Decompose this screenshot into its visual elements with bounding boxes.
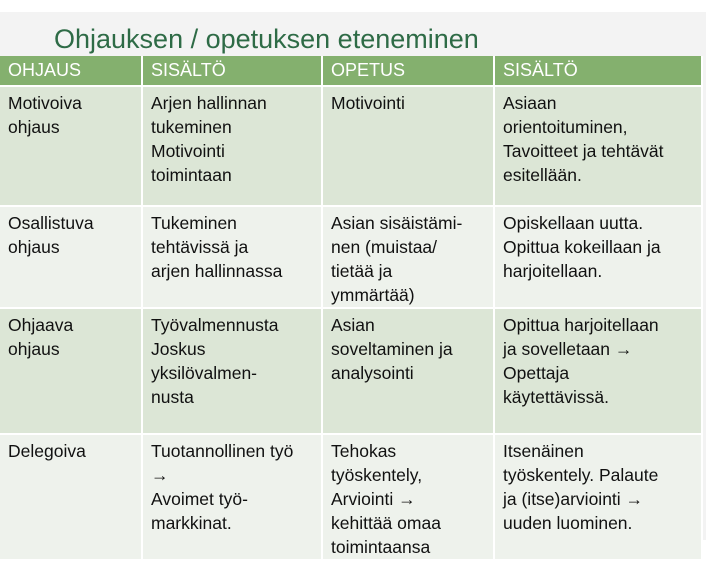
table-row [0,308,702,434]
table-cell [322,206,494,308]
cell-text: Tuotannollinen työ → Avoimet työ- markkinat. [151,441,294,533]
table-cell [0,434,142,560]
guidance-table [0,56,703,561]
cell-text: Asiaan orientoituminen, Tavoitteet ja tehtävät esitellään. [503,93,664,185]
table-cell [142,434,322,560]
table-cell [494,434,702,560]
table-cell [322,86,494,206]
header-ohjaus: OHJAUS [0,56,142,86]
cell-text: Motivointi [331,93,405,113]
table-cell [142,308,322,434]
header-opetus: OPETUS [322,56,494,86]
header-sisalto-2: SISÄLTÖ [494,56,702,86]
table-cell [0,86,142,206]
table-row [0,206,702,308]
cell-text: Ohjaava ohjaus [8,315,74,359]
cell-text: Arjen hallinnan tukeminen Motivointi toimintaan [151,93,267,185]
table-cell [322,308,494,434]
cell-text: Asian soveltaminen ja analysointi [331,315,453,383]
table-cell [142,206,322,308]
cell-text: Osallistuva ohjaus [8,213,94,257]
table-row [0,86,702,206]
cell-text: Tehokas työskentely, Arviointi → kehittää omaa toimintaansa [331,441,441,557]
cell-text: Delegoiva [8,441,86,461]
slide-title: Ohjauksen / opetuksen eteneminen [54,24,479,54]
table-cell [494,86,702,206]
cell-text: Opiskellaan uutta. Opittua kokeillaan ja harjoitellaan. [503,213,661,281]
table-row [0,434,702,560]
table-cell [0,206,142,308]
header-sisalto-1: SISÄLTÖ [142,56,322,86]
table-cell [142,86,322,206]
table-header-row [0,56,702,86]
cell-text: Opittua harjoitellaan ja sovelletaan → Opettaja käytettävissä. [503,315,659,407]
cell-text: Tukeminen tehtävissä ja arjen hallinnassa [151,213,283,281]
cell-text: Työvalmennusta Joskus yksilövalmen- nusta [151,315,279,407]
cell-text: Asian sisäistämi- nen (muistaa/ tietää ja ymmärtää) [331,213,463,305]
table-cell [322,434,494,560]
table-cell [494,308,702,434]
cell-text: Itsenäinen työskentely. Palaute ja (itse)arviointi → uuden luominen. [503,441,659,533]
table-cell [0,308,142,434]
table-cell [494,206,702,308]
cell-text: Motivoiva ohjaus [8,93,82,137]
